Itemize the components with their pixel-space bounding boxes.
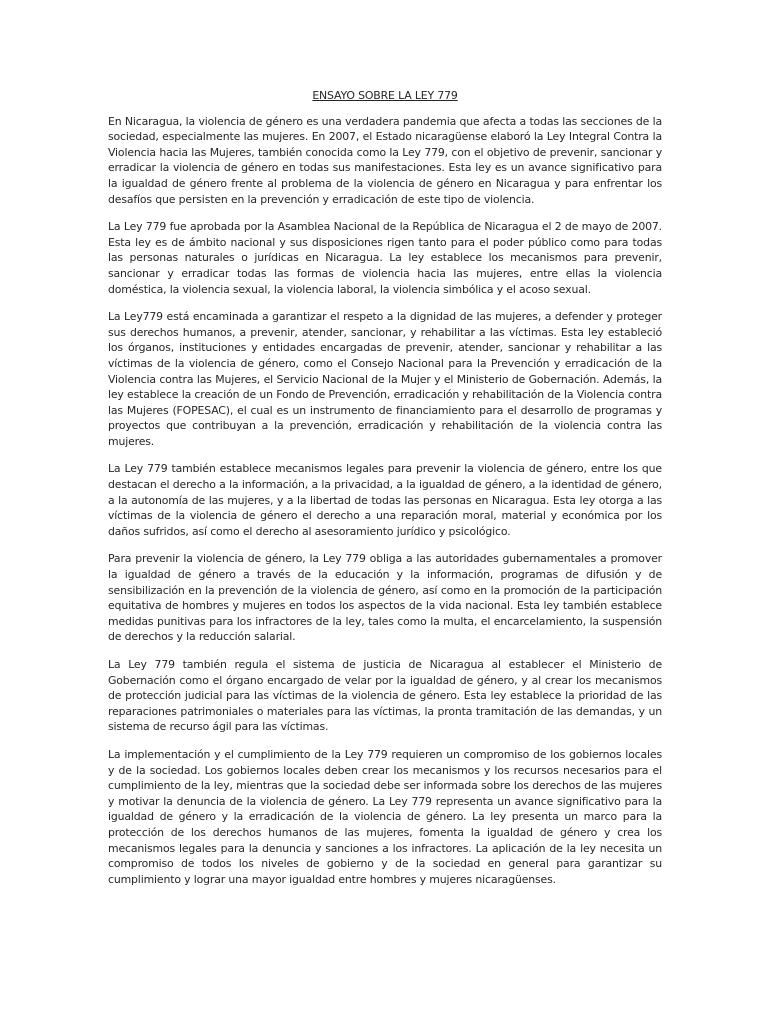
paragraph-4: La Ley 779 también establece mecanismos legales para prevenir la violencia de género, entre los que destacan el derecho a la información, a la privacidad, a la igualdad de género, a la identidad de género, a la autonomía de las mujeres, y a la libertad de todas las personas en Nicaragua. Esta ley otorga a las víctimas de la violencia de género el derecho a una reparación moral, material y económica por los daños sufridos, así como el derecho al asesoramiento jurídico y psicológico. bbox=[108, 462, 662, 538]
paragraph-5: Para prevenir la violencia de género, la Ley 779 obliga a las autoridades gubernamentales a promover la igualdad de género a través de la educación y la información, programas de difusión y de sensibilización en la prevención de la violencia de género, así como en la promoción de la participación equitativa de hombres y mujeres en todos los aspectos de la vida nacional. Esta ley también establece medidas punitivas para los infractores de la ley, tales como la multa, el encarcelamiento, la suspensión de derechos y la reducción salarial. bbox=[108, 552, 662, 644]
document-body bbox=[108, 88, 662, 899]
paragraph-1: En Nicaragua, la violencia de género es una verdadera pandemia que afecta a todas las secciones de la sociedad, especialmente las mujeres. En 2007, el Estado nicaragüense elaboró la Ley Integral Contra la Violencia hacia las Mujeres, también conocida como la Ley 779, con el objetivo de prevenir, sancionar y erradicar la violencia de género en todas sus manifestaciones. Esta ley es un avance significativo para la igualdad de género frente al problema de la violencia de género en Nicaragua y para enfrentar los desafíos que persisten en la prevención y erradicación de este tipo de violencia. bbox=[108, 114, 662, 206]
paragraph-2: La Ley 779 fue aprobada por la Asamblea Nacional de la República de Nicaragua el 2 de mayo de 2007. Esta ley es de ámbito nacional y sus disposiciones rigen tanto para el poder público como para todas las personas naturales o jurídicas en Nicaragua. La ley establece los mecanismos para prevenir, sancionar y erradicar todas las formas de violencia hacia las mujeres, entre ellas la violencia doméstica, la violencia sexual, la violencia laboral, la violencia simbólica y el acoso sexual. bbox=[108, 220, 662, 296]
paragraph-6: La Ley 779 también regula el sistema de justicia de Nicaragua al establecer el Ministerio de Gobernación como el órgano encargado de velar por la igualdad de género, y al crear los mecanismos de protección judicial para las víctimas de la violencia de género. Esta ley establece la prioridad de las reparaciones patrimoniales o materiales para las víctimas, la pronta tramitación de las demandas, y un sistema de recurso ágil para las víctimas. bbox=[108, 658, 662, 734]
document-title: ENSAYO SOBRE LA LEY 779 bbox=[312, 89, 458, 102]
paragraph-3: La Ley779 está encaminada a garantizar el respeto a la dignidad de las mujeres, a defender y proteger sus derechos humanos, a prevenir, atender, sancionar, y rehabilitar a las víctimas. Esta ley estableció los órganos, instituciones y entidades encargadas de prevenir, atender, sancionar y rehabilitar a las víctimas de la violencia de género, como el Consejo Nacional para la Prevención y erradicación de la Violencia contra las Mujeres, el Servicio Nacional de la Mujer y el Ministerio de Gobernación. Además, la ley establece la creación de un Fondo de Prevención, erradicación y rehabilitación de la Violencia contra las Mujeres (FOPESAC), el cual es un instrumento de financiamiento para el desarrollo de programas y proyectos que contribuyan a la prevención, erradicación y rehabilitación de la violencia contra las mujeres. bbox=[108, 310, 662, 448]
paragraph-7: La implementación y el cumplimiento de la Ley 779 requieren un compromiso de los gobiernos locales y de la sociedad. Los gobiernos locales deben crear los mecanismos y los recursos necesarios para el cumplimiento de la ley, mientras que la sociedad debe ser informada sobre los derechos de las mujeres y motivar la denuncia de la violencia de género. La Ley 779 representa un avance significativo para la igualdad de género y la erradicación de la violencia de género. La ley presenta un marco para la protección de los derechos humanos de las mujeres, fomenta la igualdad de género y crea los mecanismos legales para la denuncia y sanciones a los infractores. La aplicación de la ley necesita un compromiso de todos los niveles de gobierno y de la sociedad en general para garantizar su cumplimiento y lograr una mayor igualdad entre hombres y mujeres nicaragüenses. bbox=[108, 747, 662, 886]
